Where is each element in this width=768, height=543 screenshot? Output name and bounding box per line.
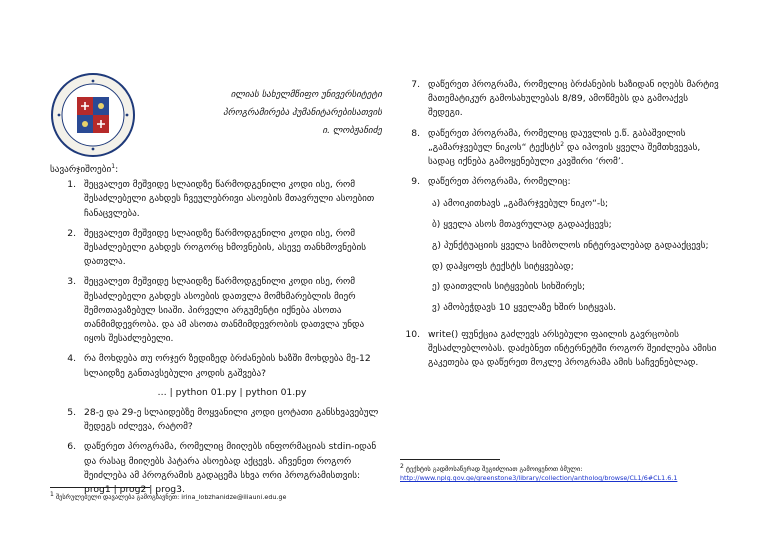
pipe-command: … | python 01.py | python 01.py <box>157 386 307 398</box>
footnote-2-text: ტექსტის გადმოსაწერად შეგიძლიათ გამოიყენოთ ბმული: <box>405 465 583 473</box>
subtask-item: ე) დაითვლის სიტყვების სიხშირეს; <box>432 281 586 293</box>
subtask-item: გ) პუნქტუაციის ყველა სიმბოლოს ინტერვალებად გადააქცევს; <box>432 239 709 251</box>
exercise-item: 8. დაწერეთ პროგრამა, რომელიც დაუვლის ე.წ. გაბაშვილის „გამარჯვებულ ნიკოს“ ტექსტს$^2$ და იპოვის ყველა შემთხვევას, სადაც იქნება გამოყენებული კავშირი ‘რომ’. <box>411 127 701 168</box>
course-name: პროგრამირება ჰუმანიტარებისათვის <box>223 108 382 118</box>
footnote-1-text: შესრულებული დავალება გამოგზავნეთ: irina_lobzhanidze@iliauni.edu.ge <box>55 493 287 501</box>
author-name: ი. ლობჟანიძე <box>322 126 382 136</box>
university-name: ილიას სახელმწიფო უნივერსიტეტი <box>230 90 382 100</box>
university-seal-logo <box>50 72 136 158</box>
footnote-right: $^2$ ტექსტის გადმოსაწერად შეგიძლიათ გამოიყენოთ ბმული: http://www.nplg.gov.ge/greenstone3/library/collection/antholog/browse/CL1/6#CL1.6.1 <box>400 459 720 483</box>
subtask-item: ბ) ყველა ასოს მთავრულად გადააქცევს; <box>432 219 612 231</box>
subtask-item: ვ) ამობეჭდავს 10 ყველაზე ხშირ სიტყვას. <box>432 301 617 313</box>
subtask-item: ა) ამოიკითხავს „გამარჯვებულ ნიკო“-ს; <box>432 198 609 210</box>
exercise-item: 4. რა მოხდება თუ ორჯერ ზედიზედ ბრძანების ხაზში მოხდება მე-12 სლაიდზე განთავსებული კოდის გაშვება? … | python 01.py | python 01.py <box>50 352 380 400</box>
left-column <box>50 163 380 503</box>
footnote-left: $^1$ შესრულებული დავალება გამოგზავნეთ: irina_lobzhanidze@iliauni.edu.ge <box>50 487 350 502</box>
footnote-2-link[interactable]: http://www.nplg.gov.ge/greenstone3/library/collection/antholog/browse/CL1/6#CL1.6.1 <box>400 474 678 482</box>
subtask-item: დ) დაჰყოფს ტექსტს სიტყვებად; <box>432 260 574 272</box>
exercise-item: 5. 28-ე და 29-ე სლაიდებზე მოყვანილი კოდი ცოტათი განსხვავებულ შედეგს იძლევა, რატომ? <box>67 407 379 433</box>
right-column <box>400 78 720 376</box>
footnote-divider <box>400 459 500 460</box>
exercise-item: 10. write() ფუნქცია გაძლევს არსებული ფაილის გავრცობის შესაძლებლობას. დაძებნეთ ინტერნეტში როგორ შეიძლება ამისი გაკეთება და დაწერეთ მოკლე პროგრამა ამის საჩვენებლად. <box>405 328 717 369</box>
exercise-list-right <box>400 78 720 370</box>
exercise-list-left <box>50 178 380 497</box>
exercise-item: 3. შეცვალეთ მეშვიდე სლაიდზე წარმოდგენილი კოდი ისე, რომ შესაძლებელი გახდეს ასოების დათვლა მომხმარებლის მიერ შემოთავაზებულ სიაში. პირველი არგუმენტი იქნება ასოთა თანმიმდევრობა. და ამ ასოთა თანმიმდევრობის დათვლა უნდა იყოს შესაძლებელი. <box>67 276 365 345</box>
footnote-mark-1: 1 <box>111 162 116 170</box>
exercise-item: 7. დაწერეთ პროგრამა, რომელიც ბრძანების ხაზიდან იღებს მარტივ მათემატიკურ გამოსახულებას 8/89, ამოწმებს და გამოაქვს შედეგი. <box>411 79 719 119</box>
document-header <box>150 86 382 140</box>
exercise-item: 9. დაწერეთ პროგრამა, რომელიც: ა) ამოიკითხავს „გამარჯვებულ ნიკო“-ს; ბ) ყველა ასოს მთავრულად გადააქცევს; გ) პუნქტუაციის ყველა სიმბოლოს ინტერვალებად გადააქცევს; დ) დაჰყოფს ტექსტს სიტყვებად; ე) დაითვლის სიტყვების სიხშირეს; ვ) ამობეჭდავს 10 ყველაზე ხშირ სიტყვას. <box>400 175 720 321</box>
footnote-divider <box>50 487 150 488</box>
footnote-mark-2: 2 <box>560 140 565 148</box>
exercise-item: 2. შეცვალეთ მეშვიდე სლაიდზე წარმოდგენილი კოდი ისე, რომ შესაძლებელი გახდეს როგორც ხმოვნების, ასევე თანხმოვნების დათვლა. <box>67 227 366 268</box>
exercise-item: 1. შეცვალეთ მეშვიდე სლაიდზე წარმოდგენილი კოდი ისე, რომ შესაძლებელი გახდეს ჩვეულებრივი ასოების მთავრული ასოებით ჩანაცვლება. <box>67 179 375 219</box>
exercise-item: 6. დაწერეთ პროგრამა, რომელიც მიიღებს ინფორმაციას stdin-იდან და რასაც მიიღებს პატარა ასოებად აქცევს. აჩვენეთ როგორ შეიძლება ამ პროგრამის გადაცემა სხვა ორი პროგრამისთვის: prog1 | prog2 | prog3. <box>67 441 377 496</box>
subtask-list <box>428 197 720 315</box>
exercises-title: სავარჯიშოები$^1$: <box>50 162 119 175</box>
